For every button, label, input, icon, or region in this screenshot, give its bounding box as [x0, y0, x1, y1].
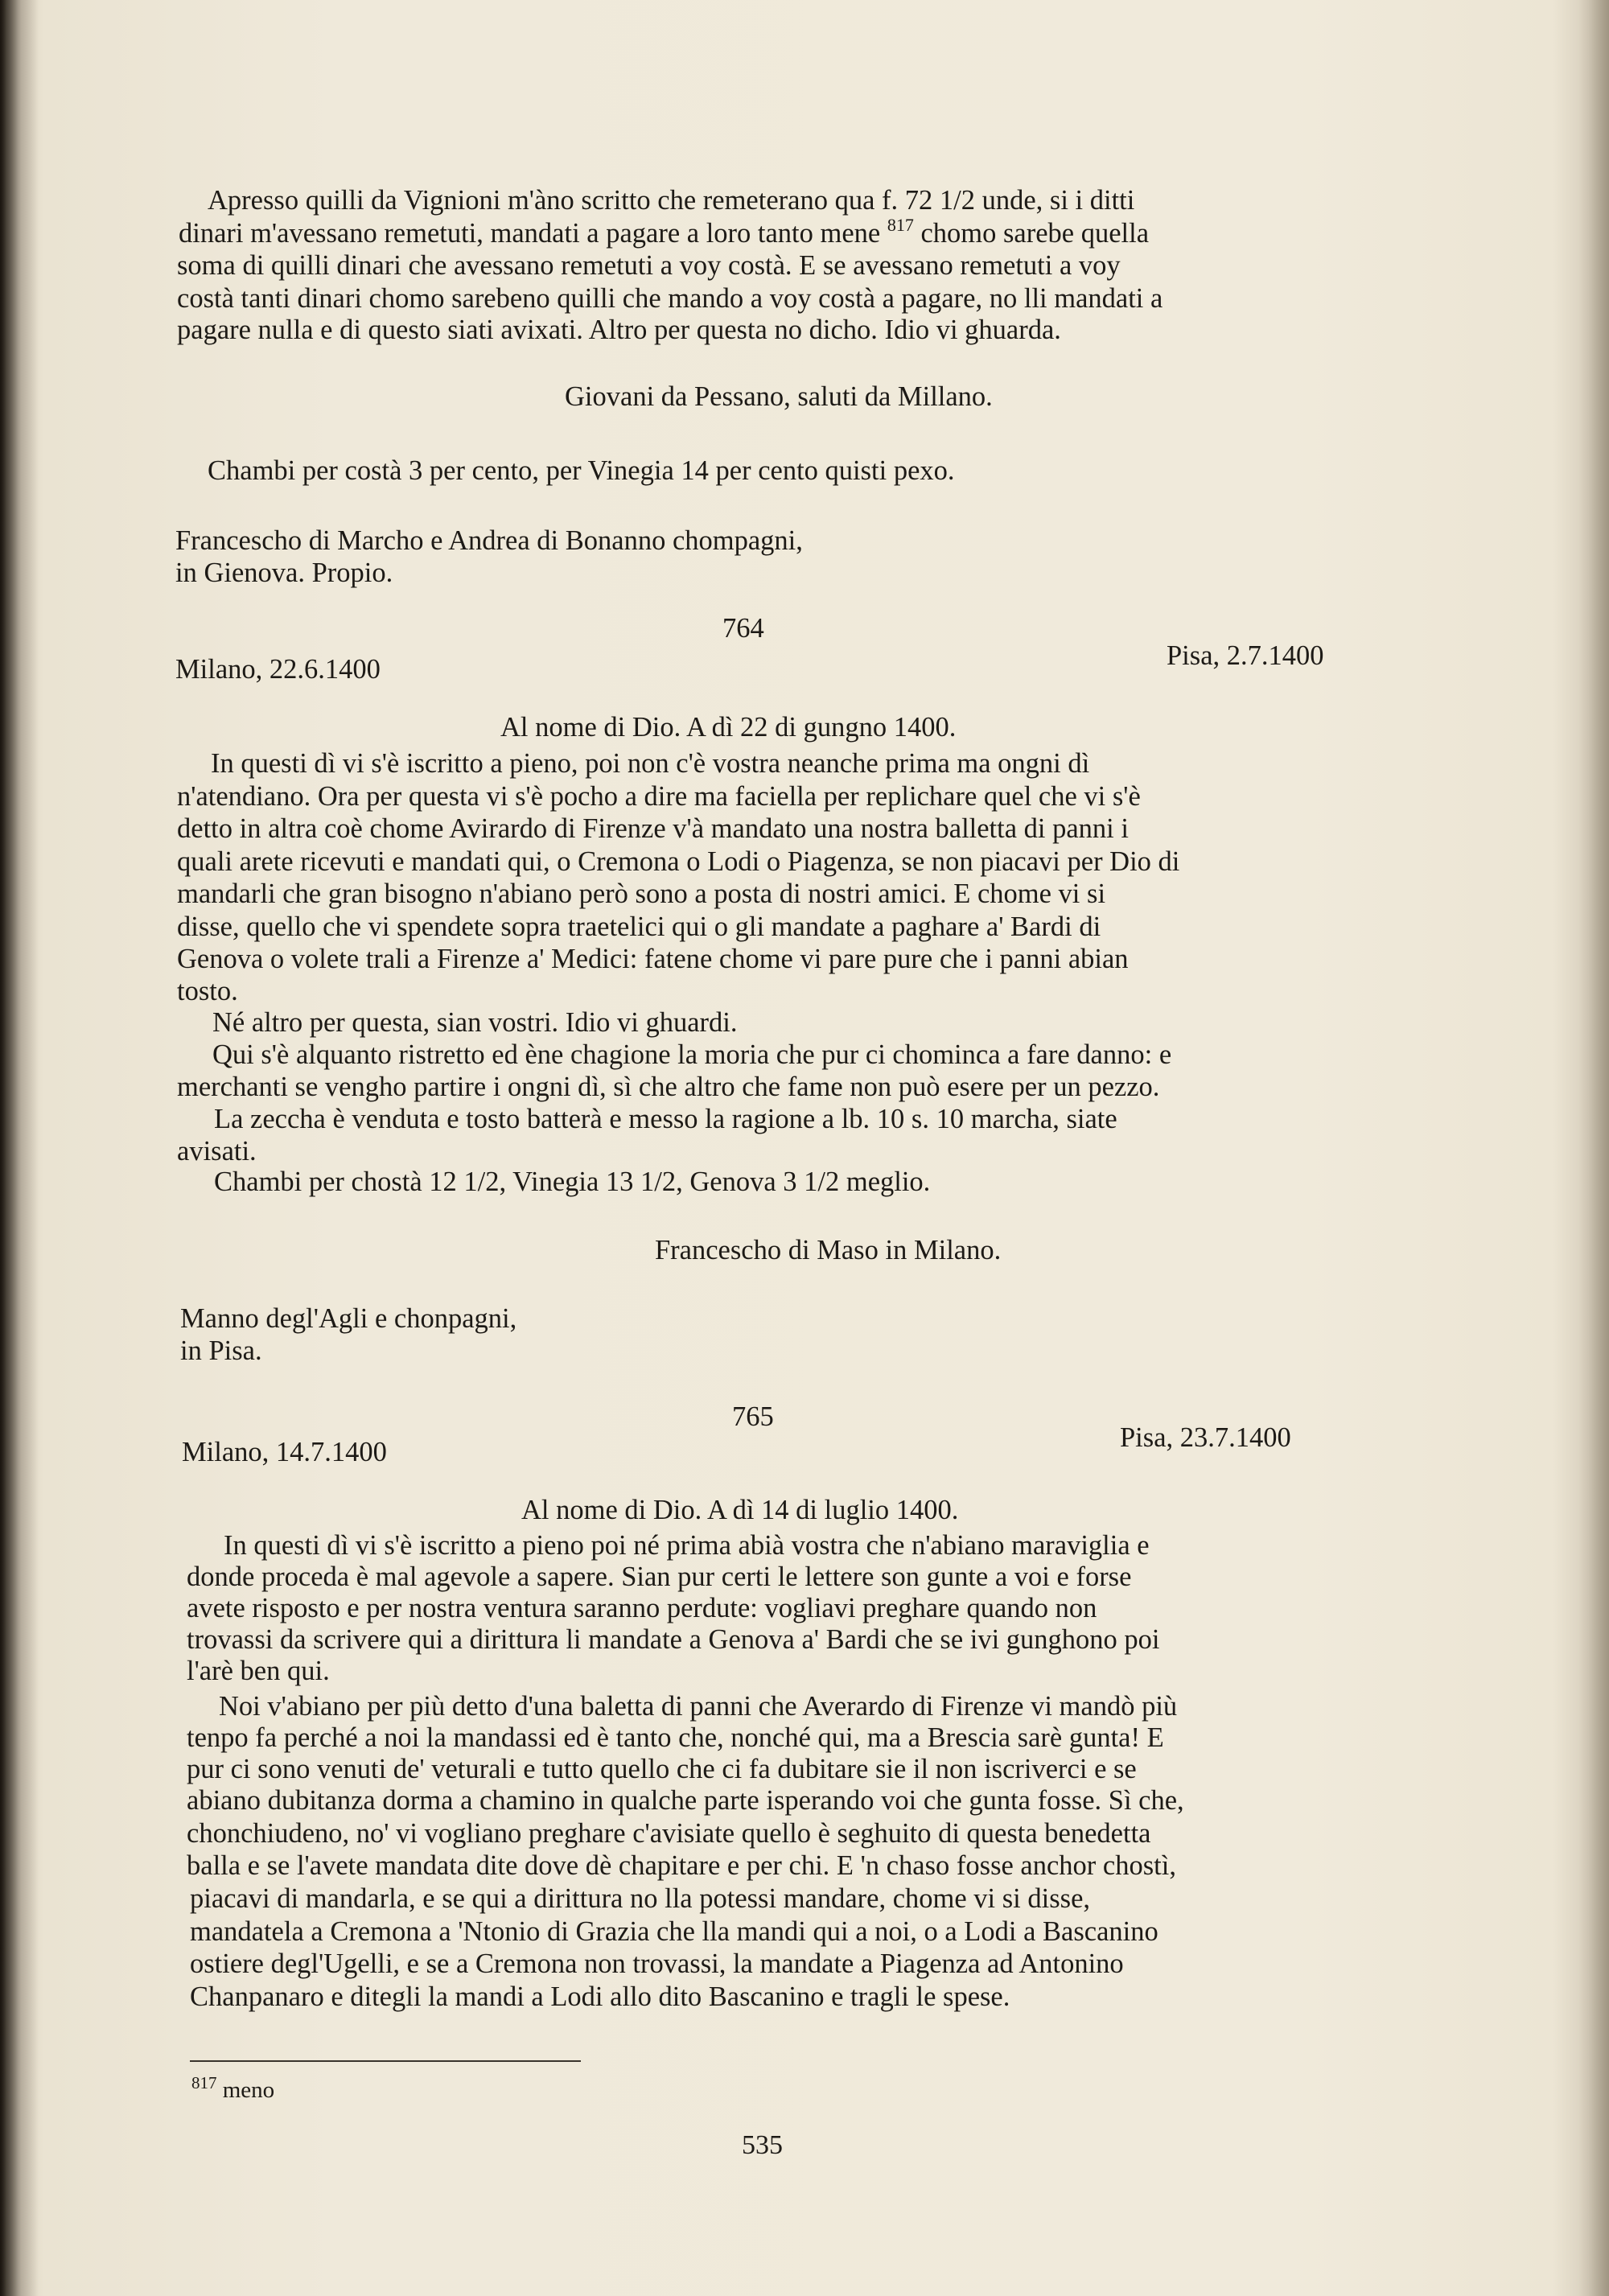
text-line: In questi dì vi s'è iscritto a pieno, poi non c'è vostra neanche prima ma ongni dì [211, 748, 1090, 779]
text-line: quali arete ricevuti e mandati qui, o Cremona o Lodi o Piagenza, se non piacavi per Dio di [177, 846, 1180, 877]
text-line: avete risposto e per nostra ventura saranno perdute: vogliavi preghare quando non [187, 1593, 1097, 1623]
text-line: n'atendiano. Ora per questa vi s'è pocho a dire ma faciella per replichare quel che vi s'è [177, 781, 1141, 812]
address-line: in Pisa. [180, 1335, 262, 1366]
page-edge [1578, 0, 1609, 2296]
text-line: piacavi di mandarla, e se qui a dirittura no lla potessi mandare, chome vi si disse, [190, 1883, 1091, 1914]
text-line: Chambi per chostà 12 1/2, Vinegia 13 1/2, Genova 3 1/2 meglio. [214, 1167, 931, 1197]
letter-destination: Pisa, 23.7.1400 [1120, 1422, 1291, 1453]
page-number: 535 [742, 2130, 783, 2160]
text-line: avisati. [177, 1136, 257, 1167]
text-line: balla e se l'avete mandata dite dove dè chapitare e per chi. E 'n chaso fosse anchor chostì, [187, 1850, 1176, 1881]
footnote [191, 2073, 275, 2104]
text-line: mandarli che gran bisogno n'abiano però sono a posta di nostri amici. E chome vi si [177, 878, 1106, 909]
address-line: Francescho di Marcho e Andrea di Bonanno chompagni, [175, 525, 803, 556]
text-line: trovassi da scrivere qui a dirittura li mandate a Genova a' Bardi che se ivi gunghono poi [187, 1624, 1160, 1655]
text-line: abiano dubitanza dorma a chamino in qualche parte isperando voi che gunta fosse. Sì che, [187, 1785, 1184, 1816]
letter-origin: Milano, 14.7.1400 [182, 1437, 387, 1467]
text-line: dinari m'avessano remetuti, mandati a pagare a loro tanto mene $^{817}$ chomo sarebe quella [179, 215, 1150, 249]
letter-heading: Al nome di Dio. A dì 22 di gungno 1400. [500, 712, 957, 743]
text-line: l'arè ben qui. [187, 1656, 330, 1686]
footnote-mark: 817 [191, 2073, 217, 2092]
letter-heading: Al nome di Dio. A dì 14 di luglio 1400. [521, 1495, 959, 1525]
address-line: Manno degl'Agli e chonpagni, [180, 1303, 517, 1334]
text-line: soma di quilli dinari che avessano remetuti a voy costà. E se avessano remetuti a voy [177, 250, 1121, 281]
text-line: Chanpanaro e ditegli la mandi a Lodi allo dito Bascanino e tragli le spese. [190, 1981, 1010, 2012]
text-line: ostiere degl'Ugelli, e se a Cremona non trovassi, la mandate a Piagenza ad Antonino [190, 1948, 1124, 1979]
text-line: tenpo fa perché a noi la mandassi ed è tanto che, nonché qui, ma a Brescia sarè gunta! E [187, 1722, 1164, 1753]
letter-number: 765 [732, 1401, 774, 1432]
signature: Francescho di Maso in Milano. [655, 1235, 1002, 1265]
text-line: merchanti se vengho partire i ongni dì, sì che altro che fame non può esere per un pezzo. [177, 1072, 1160, 1102]
letter-number: 764 [722, 613, 764, 644]
text-line: Noi v'abiano per più detto d'una baletta di panni che Averardo di Firenze vi mandò più [219, 1691, 1178, 1722]
text-line: chonchiudeno, no' vi vogliano preghare c'avisiate quello è seghuito di questa benedetta [187, 1818, 1151, 1849]
address-line: in Gienova. Propio. [175, 558, 393, 588]
text-line: pagare nulla e di questo siati avixati. Altro per questa no dicho. Idio vi ghuarda. [177, 315, 1061, 345]
text-line: Qui s'è alquanto ristretto ed ène chagione la moria che pur ci chominca a fare danno: e [212, 1039, 1172, 1070]
letter-origin: Milano, 22.6.1400 [175, 654, 381, 685]
text-line: detto in altra coè chome Avirardo di Firenze v'à mandato una nostra balletta di panni i [177, 813, 1129, 844]
text-line: Apresso quilli da Vignioni m'àno scritto che remeterano qua f. 72 1/2 unde, si i ditti [208, 185, 1135, 216]
text-line: costà tanti dinari chomo sarebeno quilli che mando a voy costà a pagare, no lli mandati a [177, 283, 1163, 314]
signature: Giovani da Pessano, saluti da Millano. [565, 381, 993, 412]
text-line: pur ci sono venuti de' veturali e tutto quello che ci fa dubitare sie il non iscriverci e se [187, 1754, 1137, 1784]
text-line: tosto. [177, 976, 238, 1006]
footnote-ref: 817 [887, 215, 914, 235]
footnote-rule [190, 2060, 581, 2062]
text-line: disse, quello che vi spendete sopra traetelici qui o gli mandate a paghare a' Bardi di [177, 911, 1101, 942]
text-line: In questi dì vi s'è iscritto a pieno poi né prima abià vostra che n'abiano maraviglia e [224, 1530, 1150, 1561]
exchange-rates: Chambi per costà 3 per cento, per Vinegia 14 per cento quisti pexo. [208, 455, 955, 486]
text-line: donde proceda è mal agevole a sapere. Sian pur certi le lettere son gunte a voi e forse [187, 1562, 1132, 1592]
letter-destination: Pisa, 2.7.1400 [1167, 640, 1324, 671]
spine-shadow [0, 0, 39, 2296]
text-line: La zeccha è venduta e tosto batterà e messo la ragione a lb. 10 s. 10 marcha, siate [214, 1104, 1117, 1134]
footnote-text: meno [222, 2077, 275, 2103]
text-line: Genova o volete trali a Firenze a' Medici: fatene chome vi pare pure che i panni abian [177, 944, 1129, 974]
text-line: Né altro per questa, sian vostri. Idio vi ghuardi. [212, 1007, 738, 1038]
text-line: mandatela a Cremona a 'Ntonio di Grazia che lla mandi qui a noi, o a Lodi a Bascanino [190, 1916, 1158, 1947]
